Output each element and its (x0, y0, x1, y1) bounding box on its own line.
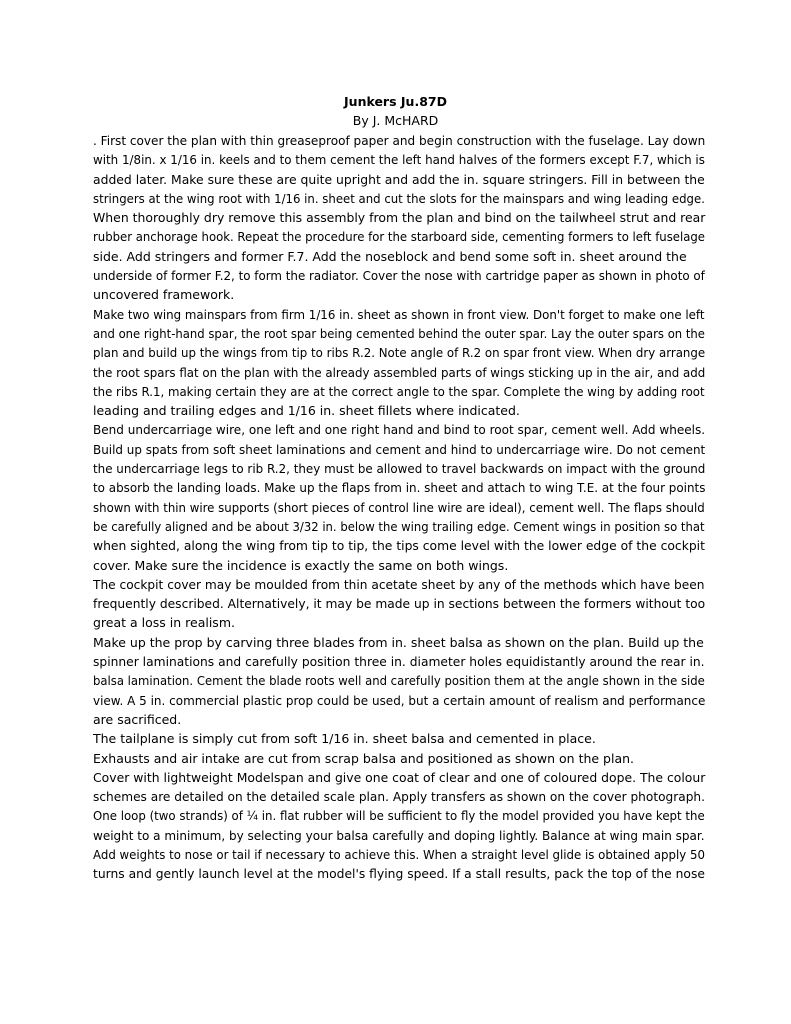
text-line: Exhausts and air intake are cut from scrap balsa and positioned as shown on the plan. (93, 750, 635, 766)
text-line: Build up spats from soft sheet laminations and cement and hind to undercarriage wire. Do not cement (93, 441, 706, 457)
text-line: The tailplane is simply cut from soft 1/16 in. sheet balsa and cemented in place. (93, 731, 596, 747)
text-line: uncovered framework. (93, 287, 235, 303)
text-line: be carefully aligned and be about 3/32 in. below the wing trailing edge. Cement wings in position so that (93, 518, 705, 534)
text-line: cover. Make sure the incidence is exactly the same on both wings. (93, 557, 509, 573)
text-line: when sighted, along the wing from tip to tip, the tips come level with the lower edge of the cockpit (93, 538, 705, 554)
text-line: schemes are detailed on the detailed scale plan. Apply transfers as shown on the cover photograph. (93, 789, 706, 805)
text-line: frequently described. Alternatively, it may be made up in sections between the formers without too (93, 596, 706, 612)
text-line: added later. Make sure these are quite upright and add the in. square stringers. Fill in between the (93, 171, 705, 187)
text-line: great a loss in realism. (93, 615, 235, 631)
text-line: plan and build up the wings from tip to ribs R.2. Note angle of R.2 on spar front view. When dry arrange (93, 345, 706, 361)
text-line: underside of former F.2, to form the radiator. Cover the nose with cartridge paper as shown in photo of (93, 268, 705, 284)
text-line: the undercarriage legs to rib R.2, they must be allowed to travel backwards on impact with the ground (93, 461, 706, 477)
text-line: and one right-hand spar, the root spar being cemented behind the outer spar. Lay the outer spars on the (93, 325, 705, 341)
text-line: The cockpit cover may be moulded from thin acetate sheet by any of the methods which have been (93, 576, 705, 592)
body-text (93, 131, 705, 884)
text-line: with 1/8in. x 1/16 in. keels and to them cement the left hand halves of the formers except F.7, which is (93, 152, 705, 168)
author-byline: By J. McHARD (352, 113, 439, 128)
text-line: weight to a minimum, by selecting your balsa carefully and doping lightly. Balance at wing main spar. (93, 827, 705, 843)
text-line: Add weights to nose or tail if necessary to achieve this. When a straight level glide is obtained apply 50 (93, 846, 705, 862)
text-line: One loop (two strands) of ¼ in. flat rubber will be sufficient to fly the model provided you have kept the (93, 808, 705, 824)
text-line: When thoroughly dry remove this assembly from the plan and bind on the tailwheel strut and rear (93, 210, 706, 226)
text-line: shown with thin wire supports (short pieces of control line wire are ideal), cement well. The flaps should (93, 499, 705, 515)
text-line: spinner laminations and carefully position three in. diameter holes equidistantly around the rear in. (93, 654, 705, 670)
text-line: turns and gently launch level at the model's flying speed. If a stall results, pack the top of the nose (93, 866, 705, 882)
text-line: . First cover the plan with thin greaseproof paper and begin construction with the fuselage. Lay down (93, 133, 706, 148)
text-line: to absorb the landing loads. Make up the flaps from in. sheet and attach to wing T.E. at the four points (93, 480, 706, 496)
text-line: Cover with lightweight Modelspan and give one coat of clear and one of coloured dope. The colour (93, 769, 706, 785)
text-line: balsa lamination. Cement the blade roots well and carefully position them at the angle shown in the side (93, 673, 705, 689)
text-line: Bend undercarriage wire, one left and one right hand and bind to root spar, cement well. Add wheels. (93, 422, 706, 438)
document-title: Junkers Ju.87D (344, 94, 447, 109)
text-line: the root spars flat on the plan with the already assembled parts of wings sticking up in the air, and add (93, 364, 706, 380)
text-line: Make up the prop by carving three blades from in. sheet balsa as shown on the plan. Build up the (93, 634, 704, 650)
text-line: leading and trailing edges and 1/16 in. sheet fillets where indicated. (93, 403, 520, 419)
text-line: are sacrificed. (93, 711, 182, 727)
text-line: rubber anchorage hook. Repeat the procedure for the starboard side, cementing formers to left fuselage (93, 229, 705, 245)
text-line: the ribs R.1, making certain they are at the correct angle to the spar. Complete the wing by adding root (93, 383, 705, 399)
text-line: Make two wing mainspars from firm 1/16 in. sheet as shown in front view. Don't forget to make one left (93, 306, 705, 322)
text-line: stringers at the wing root with 1/16 in. sheet and cut the slots for the mainspars and wing leading edge. (93, 190, 705, 206)
text-line: side. Add stringers and former F.7. Add the noseblock and bend some soft in. sheet around the (93, 248, 687, 264)
text-line: view. A 5 in. commercial plastic prop could be used, but a certain amount of realism and performance (93, 692, 706, 708)
